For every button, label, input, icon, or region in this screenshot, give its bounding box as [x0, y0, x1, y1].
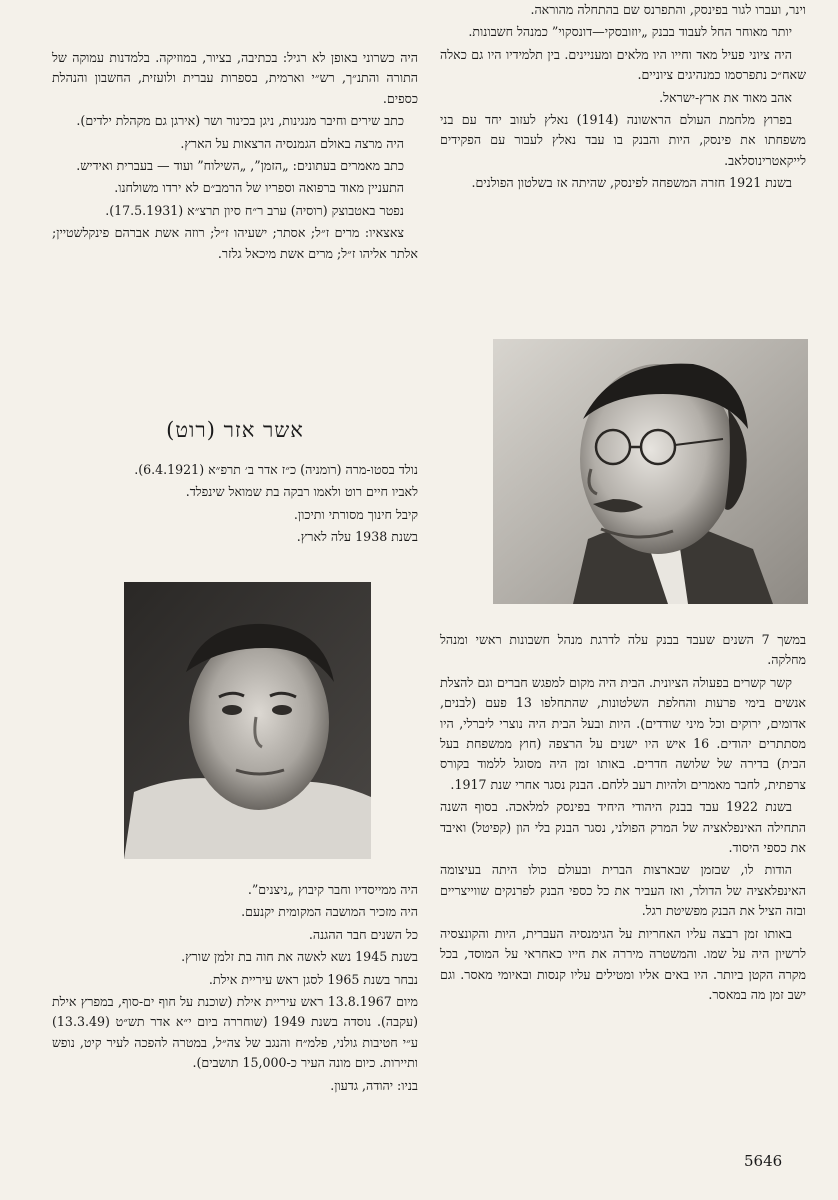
paragraph: היה כשרוני באופן לא רגיל: בכתיבה, בציור, במוזיקה. בלמדנות עמוקה של התורה והתנ״ך, רש״י וארמית, בספרות עברית ולועזית, החשבון והנהלת כספים.: [52, 50, 418, 106]
paragraph: כתב שירים וחיבר מנגינות, ניגן בכינור ושר (אירגן גם מקהלת ילדים).: [76, 113, 404, 129]
paragraph: קיבל חינוך מסורתי ותיכון.: [293, 506, 418, 522]
paragraph: בניו: יהודה, גדעון.: [330, 1077, 418, 1093]
right-top-text: [440, 0, 806, 196]
paragraph: יותר מאוחר החל לעבוד בבנק „יוזובסקי—דונסקוי” כמנהל חשבונות.: [468, 24, 792, 40]
paragraph: לאביו חיים רוט ולאמו רבקה בת שמואל שינפלד.: [185, 484, 418, 500]
paragraph: היה ממייסדיו וחבר קיבוץ „ניצנים”.: [247, 882, 418, 897]
paragraph: אהב מאוד את ארץ-ישראל.: [659, 89, 792, 105]
paragraph: נבחר בשנת 1965 לסגן ראש עיריית אילת.: [208, 971, 418, 987]
portrait-asher-azar-image: [124, 582, 371, 859]
page-number: 5646: [744, 1152, 783, 1170]
portrait-photo-man-glasses: [493, 339, 808, 604]
left-top-text: [52, 48, 418, 266]
paragraph: היה מרצה באולם הגמנסיה הרצאות על הארץ.: [180, 135, 404, 151]
paragraph: כתב מאמרים בעתונים: „הזמן”, „השילוח” ועוד — בעברית ואידיש.: [76, 158, 404, 174]
paragraph: הודות לו, שבזמן שבארצות הברית ובעולם כולו היתה בעיצומה האינפלאציה של הדולר, ואז העביר את כל כספי הבנק לפרנקים שווייצריים ובזה הציל את הבנק מפשיטת רגל.: [440, 862, 806, 919]
paragraph: מיום 13.8.1967 ראש עיריית אילת (שוכנת על חוף ים-סוף, במפרץ אילת (עקבה). נוסדה בשנת 1949 (שוחררה ביום י״א אדר תש״ט (13.3.49) ע״י חטיבות גולני, פלמ״ח והנגב של צה״ל, במטרה להפכה לעיר קיט, נופש ותיירות. כיום מונה העיר כ-15,000 תושבים).: [52, 994, 418, 1071]
paragraph: במשך 7 השנים שעבד בבנק עלה לדרגת מנהל חשבונות ראשי ומנהל מחלקה.: [440, 632, 807, 668]
portrait-photo-asher-azar: [124, 582, 371, 859]
paragraph: התעניין מאוד ברפואה וספריו של הרמב״ם לא ירדו משולחנו.: [114, 180, 404, 196]
right-bottom-text: [440, 630, 806, 1007]
paragraph: כל השנים חבר ההגנה.: [308, 926, 418, 942]
paragraph: בפרוץ מלחמת העולם הראשונה (1914) נאלץ לעזוב יחד עם בני משפחתו את פינסק, היות והבנק בו עבד נאלץ לעבור עם הפקידים לייקאטרינוסלאב.: [440, 112, 806, 168]
left-mid-text: [52, 460, 418, 550]
paragraph: נולד בסטו-מרה (רומניה) כ״ז אדר ב׳ תרפ״א (6.4.1921).: [134, 462, 418, 477]
paragraph: באותו זמן רבצה עליו האחריות על הגימנסיה העברית, היות והקונצסיה לרשיון היה על שמו. והמשטרה מיררה את חייו כאחראי על המוסד, בכל מקרה הקטן ביותר. היו באים אליו ומטילים עליו קנסות ובאיומי מאסר. וגם ישב זמן מה במאסר.: [440, 925, 806, 1002]
paragraph: וינר, ועברו לגור בפינסק, והתפרנס שם בהתחלה מהוראה.: [530, 2, 806, 17]
paragraph: קשר קשרים בפעולה הציונית. הבית היה מקום למפגש חברים וגם להצלת אנשים בימי פרעות והחלפת השלטונות, שהתחלפו 13 פעם (לבנים, אדומים, ירוקים וכל מיני שודדים). היות ובעל הבית היה נוצרי ליברלי, היו מסתתרים יהודים. 16 איש היו ישנים על הרצפה (חוץ ממשפחת בעל הבית) בדירה של שלושה חדרים. באותו זמן היה מסוגל ללמוד בקורס צרפתית, לחבר מאמרים ולהיות רעב ללחם. הבנק נסגר אחרי שנת 1917.: [440, 674, 807, 792]
paragraph: נפטר באטבוצק (רוסיה) ערב ר״ח סיון תרצ״א (17.5.1931).: [105, 202, 404, 218]
paragraph: היה ציוני פעיל מאד וחייו היו מלאים ומעניינים. בין תלמידיו היו גם כאלה שאח״כ נתפרסמו כמנהיגים ציוניים.: [440, 46, 806, 83]
paragraph: בשנת 1945 נשא לאשה את חוה בת זלמן שורץ.: [181, 949, 418, 965]
paragraph: בשנת 1922 עבד בבנק היהודי היחיד בפינסק למלאכה. בסוף השנה התחילה האינפלאציה של המרק הפולני, נסגר הבנק בלי הון (קפיטל) ואיבד את כספי היסוד.: [440, 799, 806, 856]
paragraph: צאצאיו: מרים ז״ל; אסתר; ישעיהו ז״ל; רוזה אשת אברהם פינקלשטיין; אלתר אליהו ז״ל; מרים אשת מיכאל גלזר.: [52, 225, 418, 261]
paragraph: היה מזכיר המושבה המקומית יקנעם.: [241, 904, 418, 920]
paragraph: בשנת 1938 עלה לארץ.: [296, 529, 418, 545]
left-bottom-text: [52, 880, 418, 1098]
paragraph: בשנת 1921 חזרה המשפחה לפינסק, שהיתה אז בשלטון הפולנים.: [471, 175, 792, 191]
section-title: אשר אזר (רוט): [166, 418, 304, 442]
portrait-man-glasses-image: [493, 339, 808, 604]
